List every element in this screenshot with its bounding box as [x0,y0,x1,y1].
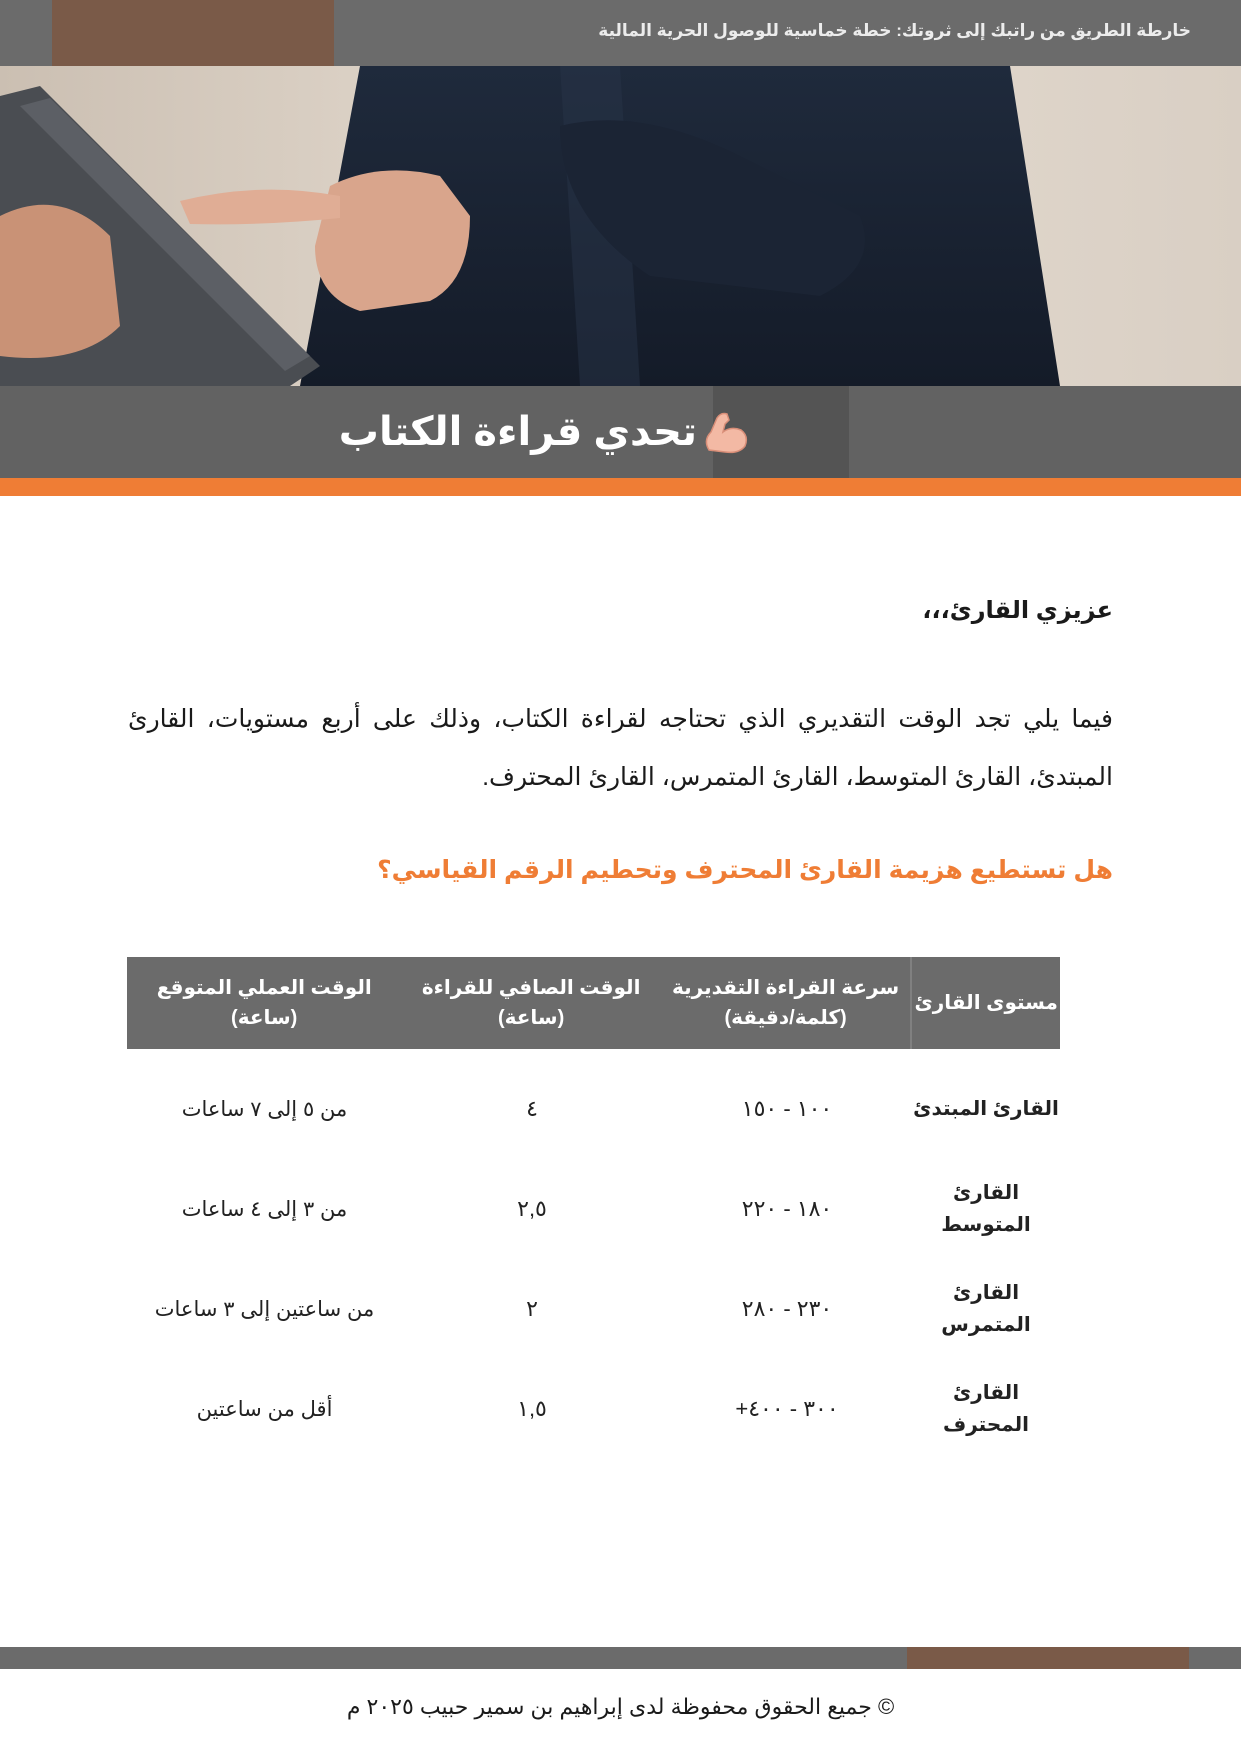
cell-level: القارئ المتمرس [941,1282,1031,1336]
challenge-question: هل تستطيع هزيمة القارئ المحترف وتحطيم الرقم القياسي؟ [377,856,1113,884]
cell-level: القارئ المحترف [942,1382,1030,1436]
cell-actual-time: من ساعتين إلى ٣ ساعات [154,1297,375,1321]
section-title-wrapper [339,402,751,462]
cell-net-time: ١,٥ [517,1396,547,1421]
header-actual-time: الوقت العملي المتوقع (ساعة) [156,977,372,1029]
header-speed: سرعة القراءة التقديرية (كلمة/دقيقة) [671,977,900,1029]
reading-time-table [127,957,1060,1459]
cell-net-time: ٤ [526,1096,538,1121]
cell-net-time: ٢ [526,1296,538,1321]
flexed-biceps-icon [701,410,751,454]
cell-net-time: ٢,٥ [517,1196,547,1221]
cell-speed: ٢٣٠ - ٢٨٠ [741,1296,833,1321]
table-row [127,1359,1060,1459]
intro-paragraph: فيما يلي تجد الوقت التقديري الذي تحتاجه لقراءة الكتاب، وذلك على أربع مستويات، القارئ المبتدئ، القارئ المتوسط، القارئ المتمرس، القارئ المحترف. [128,705,1113,791]
greeting: عزيزي القارئ،،، [922,597,1113,624]
title-band [0,386,1241,478]
section-title: تحدي قراءة الكتاب [338,410,697,454]
footer-accent-block [907,1647,1189,1669]
table-row [127,1159,1060,1259]
running-title: خارطة الطريق من راتبك إلى ثروتك: خطة خماسية للوصول الحرية المالية [598,21,1191,40]
cell-level: القارئ المتوسط [941,1182,1031,1236]
cell-actual-time: من ٥ إلى ٧ ساعات [181,1097,348,1121]
table-row [127,1059,1060,1159]
header-accent-block [52,0,334,66]
table-row [127,1259,1060,1359]
footer-bar [0,1647,1241,1669]
cell-actual-time: من ٣ إلى ٤ ساعات [181,1197,348,1221]
cell-speed: ١٠٠ - ١٥٠ [741,1096,833,1121]
top-header-bar [0,0,1241,66]
hero-image [0,66,1241,386]
table-header-row [127,957,1060,1049]
cell-speed: ١٨٠ - ٢٢٠ [741,1196,833,1221]
orange-divider [0,478,1241,496]
copyright-notice: © جميع الحقوق محفوظة لدى إبراهيم بن سمير حبيب ٢٠٢٥ م [346,1694,895,1719]
cell-actual-time: أقل من ساعتين [196,1397,333,1421]
cell-level: القارئ المبتدئ [913,1098,1059,1120]
header-level: مستوى القارئ [910,957,1060,1049]
header-net-time: الوقت الصافي للقراءة (ساعة) [421,977,641,1029]
cell-speed: ٣٠٠ - ٤٠٠+ [735,1396,839,1421]
